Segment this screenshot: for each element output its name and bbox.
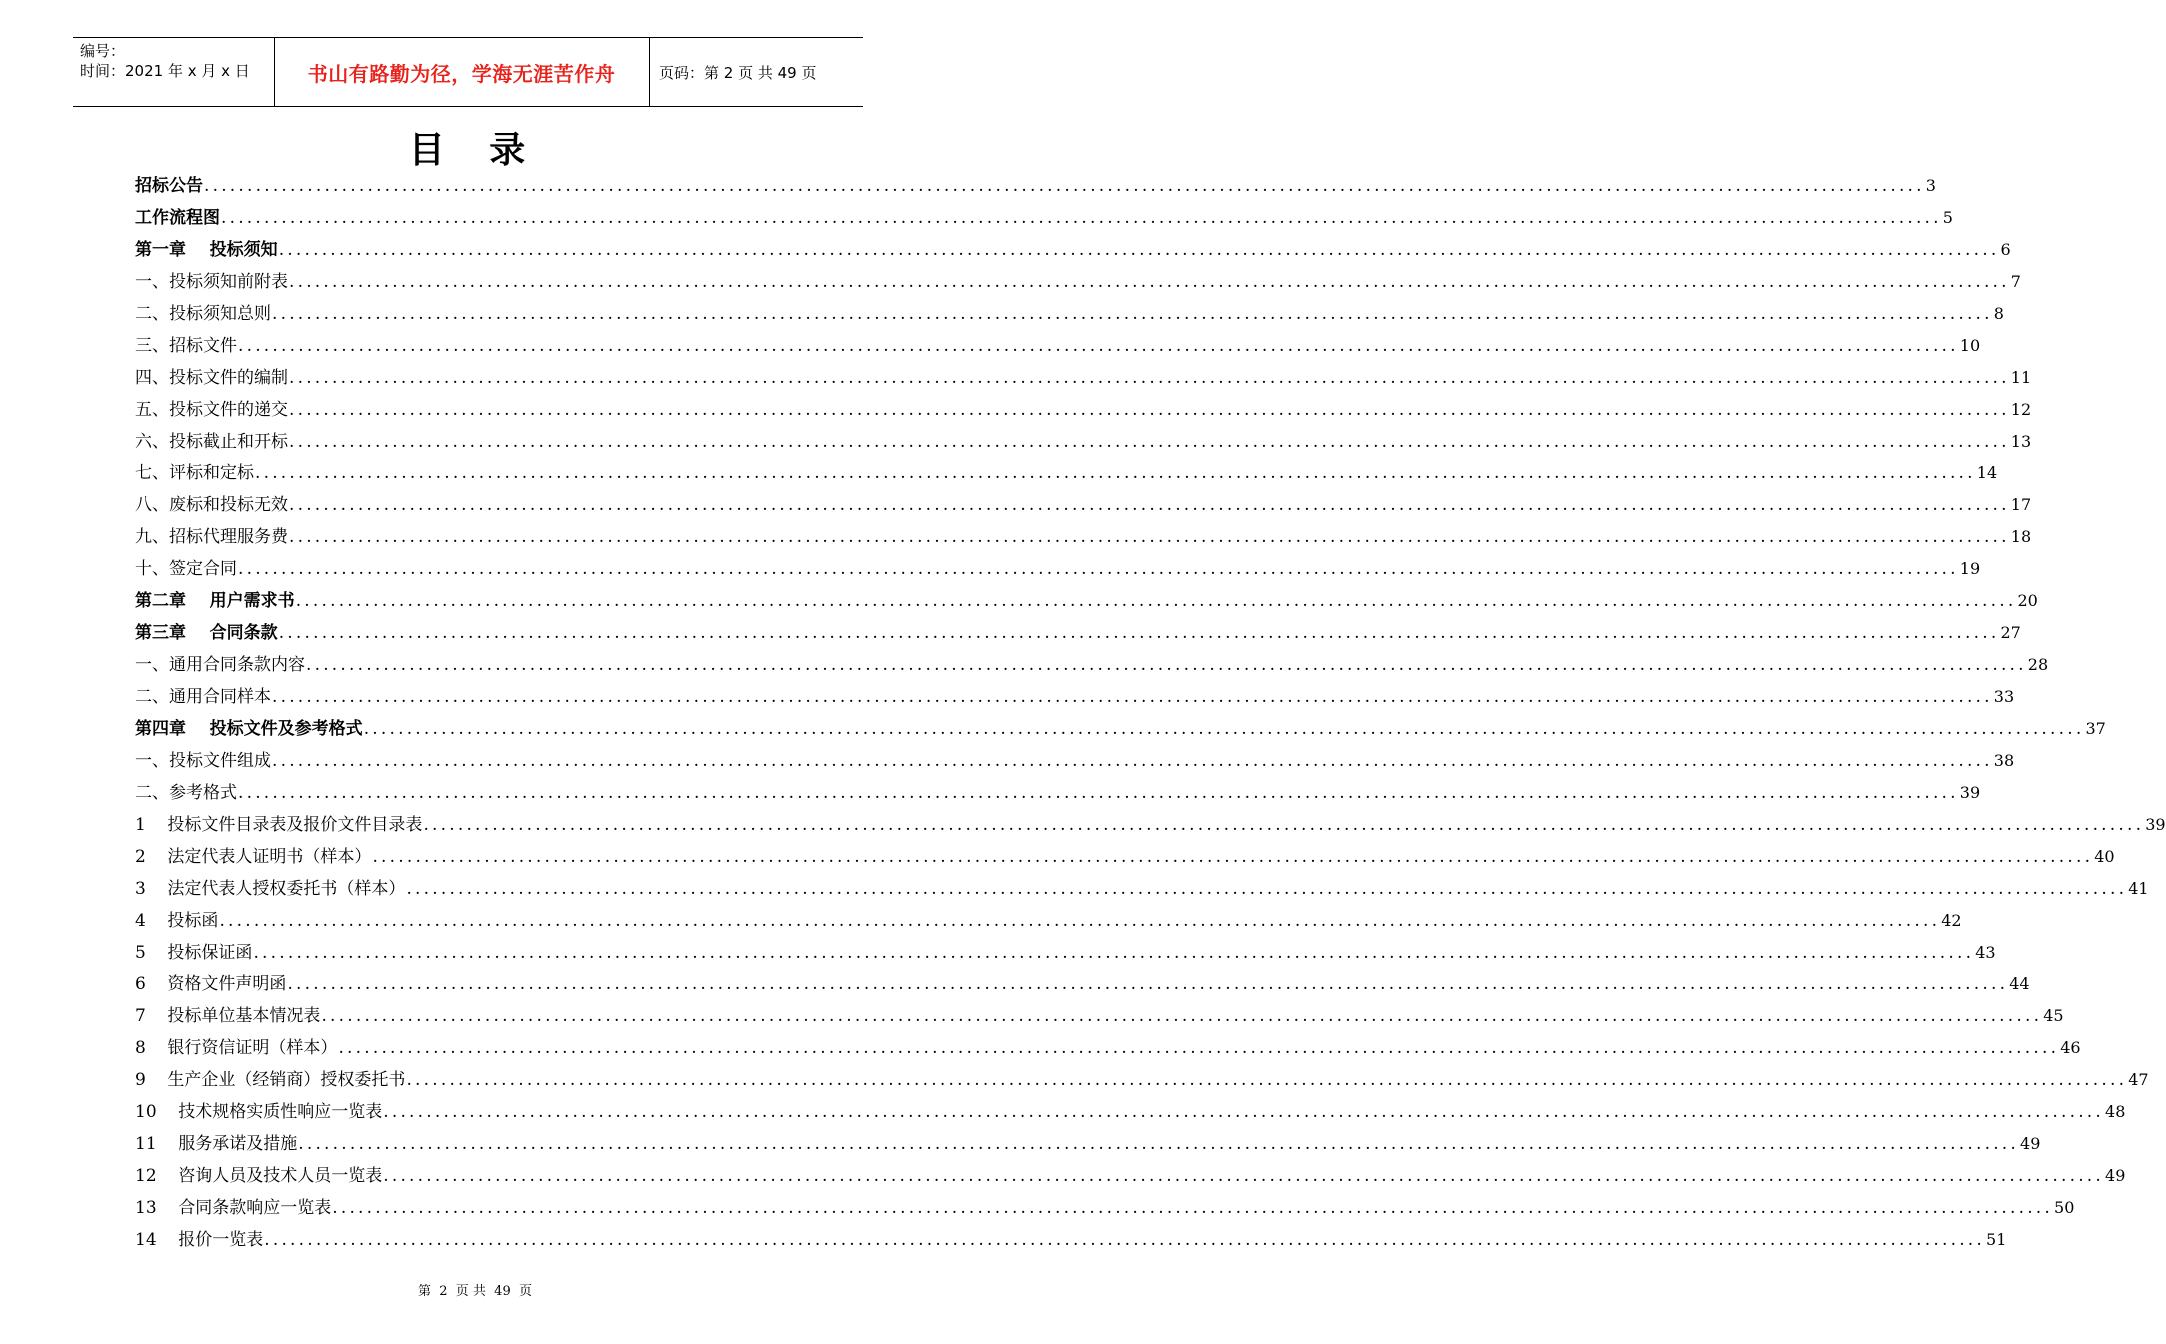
toc-leader-dots: ........................................................................................................................................................................................................	[253, 942, 1975, 963]
toc-entry-page: 20	[2017, 591, 2038, 611]
toc-entry[interactable]	[135, 1128, 2041, 1160]
toc-entry-page: 8	[1993, 303, 2004, 323]
toc-entry-page: 11	[2010, 367, 2032, 387]
toc-leader-dots: ........................................................................................................................................................................................................	[264, 1229, 1986, 1250]
toc-entry[interactable]	[135, 202, 1953, 234]
toc-entry-label: 十、签定合同	[135, 559, 237, 580]
toc-entry[interactable]	[135, 649, 2049, 681]
toc-entry-page: 18	[2010, 527, 2032, 547]
toc-leader-dots: ........................................................................................................................................................................................................	[238, 335, 1959, 356]
toc-leader-dots: ........................................................................................................................................................................................................	[363, 718, 2085, 739]
toc-entry[interactable]	[135, 617, 2021, 649]
page-header	[73, 37, 863, 107]
toc-entry-page: 5	[1942, 207, 1953, 227]
toc-entry[interactable]	[135, 266, 2021, 298]
toc-entry-page: 14	[1976, 463, 1998, 483]
toc-leader-dots: ........................................................................................................................................................................................................	[372, 846, 2094, 867]
toc-entry-page: 47	[2128, 1070, 2149, 1090]
toc-entry[interactable]	[135, 362, 2032, 394]
toc-entry[interactable]	[135, 713, 2106, 745]
toc-entry[interactable]	[135, 841, 2115, 873]
toc-entry[interactable]	[135, 585, 2038, 617]
toc-leader-dots: ........................................................................................................................................................................................................	[383, 1102, 2105, 1123]
toc-leader-dots: ........................................................................................................................................................................................................	[221, 207, 1942, 228]
toc-entry[interactable]	[135, 905, 1962, 937]
toc-entry[interactable]	[135, 489, 2032, 521]
toc-entry[interactable]	[135, 937, 1996, 969]
toc-leader-dots: ........................................................................................................................................................................................................	[306, 655, 2027, 676]
toc-entry-label: 5 投标保证函	[135, 942, 253, 963]
toc-entry[interactable]	[135, 873, 2149, 905]
toc-entry-label: 七、评标和定标	[135, 463, 254, 484]
toc-entry-page: 48	[2105, 1102, 2126, 1122]
toc-entry-label: 二、投标须知总则	[135, 303, 271, 324]
header-divider-right	[649, 38, 650, 106]
toc-entry[interactable]	[135, 968, 2030, 1000]
toc-leader-dots: ........................................................................................................................................................................................................	[255, 463, 1976, 484]
toc-entry[interactable]	[135, 777, 1981, 809]
toc-entry[interactable]	[135, 1032, 2081, 1064]
toc-leader-dots: ........................................................................................................................................................................................................	[289, 271, 2010, 292]
toc-entry-label: 8 银行资信证明（样本）	[135, 1038, 338, 1059]
toc-entry-page: 10	[1959, 335, 1981, 355]
toc-leader-dots: ........................................................................................................................................................................................................	[289, 527, 2010, 548]
toc-leader-dots: ........................................................................................................................................................................................................	[289, 495, 2010, 516]
toc-entry[interactable]	[135, 170, 1936, 202]
toc-entry-label: 13 合同条款响应一览表	[135, 1198, 332, 1218]
header-page-number: 页码：第 2 页 共 49 页	[659, 63, 817, 82]
toc-entry-page: 3	[1925, 176, 1936, 195]
toc-entry-label: 第四章 投标文件及参考格式	[135, 718, 363, 739]
toc-entry[interactable]	[135, 553, 1981, 585]
toc-entry[interactable]	[135, 298, 2004, 330]
toc-entry-label: 一、通用合同条款内容	[135, 655, 305, 676]
toc-leader-dots: ........................................................................................................................................................................................................	[289, 367, 2010, 388]
document-date: 时间：2021 年 x 月 x 日	[80, 62, 250, 80]
toc-leader-dots: ........................................................................................................................................................................................................	[289, 399, 2010, 420]
toc-entry-label: 二、参考格式	[135, 782, 237, 803]
toc-entry-page: 37	[2085, 718, 2106, 738]
toc-entry-label: 一、投标文件组成	[135, 750, 271, 771]
toc-leader-dots: ........................................................................................................................................................................................................	[295, 591, 2017, 612]
toc-entry[interactable]	[135, 1064, 2149, 1096]
toc-entry-label: 三、招标文件	[135, 335, 237, 356]
toc-leader-dots: ........................................................................................................................................................................................................	[406, 878, 2128, 899]
toc-entry-label: 四、投标文件的编制	[135, 367, 288, 388]
page-title: 目 录	[408, 130, 542, 171]
toc-entry-page: 42	[1941, 910, 1962, 930]
toc-entry-label: 12 咨询人员及技术人员一览表	[135, 1166, 383, 1187]
toc-entry-label: 第二章 用户需求书	[135, 591, 295, 612]
table-of-contents	[135, 170, 2166, 1256]
toc-entry-label: 第三章 合同条款	[135, 623, 278, 644]
toc-entry-page: 49	[2105, 1166, 2126, 1186]
toc-leader-dots: ........................................................................................................................................................................................................	[219, 910, 1941, 931]
toc-leader-dots: ........................................................................................................................................................................................................	[289, 431, 2010, 452]
toc-entry-label: 6 资格文件声明函	[135, 974, 287, 995]
toc-entry-page: 27	[2000, 623, 2021, 643]
toc-entry[interactable]	[135, 234, 2011, 266]
toc-entry-page: 39	[1959, 782, 1981, 802]
toc-entry[interactable]	[135, 1096, 2126, 1128]
toc-entry-label: 五、投标文件的递交	[135, 399, 288, 420]
header-motto: 书山有路勤为径，学海无涯苦作舟	[307, 61, 616, 86]
toc-entry[interactable]	[135, 1000, 2064, 1032]
toc-entry-page: 40	[2094, 846, 2115, 866]
toc-leader-dots: ........................................................................................................................................................................................................	[383, 1166, 2105, 1187]
toc-entry-label: 招标公告	[135, 176, 203, 196]
header-meta	[80, 41, 250, 81]
toc-leader-dots: ........................................................................................................................................................................................................	[238, 559, 1959, 580]
toc-entry[interactable]	[135, 457, 1998, 489]
toc-leader-dots: ........................................................................................................................................................................................................	[298, 1134, 2020, 1155]
toc-leader-dots: ........................................................................................................................................................................................................	[238, 782, 1959, 803]
toc-entry[interactable]	[135, 394, 2032, 426]
toc-entry-label: 7 投标单位基本情况表	[135, 1006, 321, 1027]
toc-leader-dots: ........................................................................................................................................................................................................	[272, 687, 1993, 707]
toc-leader-dots: ........................................................................................................................................................................................................	[272, 303, 1993, 324]
toc-entry-label: 10 技术规格实质性响应一览表	[135, 1102, 383, 1123]
toc-entry[interactable]	[135, 681, 2015, 713]
toc-leader-dots: ........................................................................................................................................................................................................	[321, 1006, 2043, 1027]
toc-leader-dots: ........................................................................................................................................................................................................	[272, 750, 1993, 771]
toc-leader-dots: ........................................................................................................................................................................................................	[423, 814, 2145, 835]
toc-entry-page: 7	[2010, 271, 2021, 291]
toc-entry[interactable]	[135, 330, 1981, 362]
toc-entry-page: 45	[2043, 1006, 2064, 1026]
toc-entry[interactable]	[135, 521, 2032, 553]
document-number-label: 编号：	[80, 42, 126, 60]
toc-entry-label: 八、废标和投标无效	[135, 495, 288, 516]
toc-entry-page: 39	[2145, 814, 2166, 834]
toc-leader-dots: ........................................................................................................................................................................................................	[278, 623, 2000, 644]
toc-entry-label: 14 报价一览表	[135, 1229, 264, 1250]
toc-entry-page: 38	[1993, 750, 2015, 770]
toc-leader-dots: ........................................................................................................................................................................................................	[406, 1070, 2128, 1091]
toc-entry-label: 4 投标函	[135, 910, 219, 931]
toc-entry-page: 43	[1975, 942, 1996, 962]
toc-leader-dots: ........................................................................................................................................................................................................	[204, 176, 1925, 196]
toc-entry-page: 13	[2010, 431, 2032, 451]
toc-entry-label: 第一章 投标须知	[135, 239, 278, 260]
toc-entry[interactable]	[135, 1160, 2126, 1192]
toc-entry-page: 44	[2009, 974, 2030, 994]
toc-entry-page: 12	[2010, 399, 2032, 419]
toc-entry[interactable]	[135, 1192, 2075, 1224]
toc-entry-page: 28	[2027, 655, 2049, 675]
toc-entry-label: 二、通用合同样本	[135, 687, 271, 707]
toc-entry-page: 19	[1959, 559, 1981, 579]
toc-entry-label: 九、招标代理服务费	[135, 527, 288, 548]
toc-entry-label: 3 法定代表人授权委托书（样本）	[135, 878, 406, 899]
toc-entry-page: 50	[2054, 1198, 2075, 1217]
toc-entry-label: 六、投标截止和开标	[135, 431, 288, 452]
toc-entry-page: 51	[1986, 1229, 2007, 1249]
toc-entry-label: 9 生产企业（经销商）授权委托书	[135, 1070, 406, 1091]
toc-entry[interactable]	[135, 745, 2015, 777]
toc-entry[interactable]	[135, 1224, 2007, 1256]
toc-entry-label: 一、投标须知前附表	[135, 271, 288, 292]
toc-entry[interactable]	[135, 426, 2032, 458]
toc-entry[interactable]	[135, 809, 2166, 841]
toc-leader-dots: ........................................................................................................................................................................................................	[287, 974, 2009, 995]
toc-entry-page: 49	[2020, 1134, 2041, 1154]
toc-leader-dots: ........................................................................................................................................................................................................	[338, 1038, 2060, 1059]
toc-entry-page: 33	[1993, 687, 2015, 706]
toc-entry-page: 6	[2000, 239, 2011, 259]
toc-leader-dots: ........................................................................................................................................................................................................	[278, 239, 2000, 260]
page-footer	[0, 1280, 950, 1299]
toc-entry-page: 41	[2128, 878, 2149, 898]
toc-leader-dots: ........................................................................................................................................................................................................	[332, 1198, 2054, 1218]
footer-page-number: 第 2 页 共 49 页	[417, 1284, 532, 1299]
toc-entry-label: 1 投标文件目录表及报价文件目录表	[135, 814, 423, 835]
toc-entry-label: 2 法定代表人证明书（样本）	[135, 846, 372, 867]
toc-entry-page: 46	[2060, 1038, 2081, 1058]
toc-entry-page: 17	[2010, 495, 2032, 515]
toc-entry-label: 11 服务承诺及措施	[135, 1134, 298, 1155]
toc-entry-label: 工作流程图	[135, 207, 220, 228]
